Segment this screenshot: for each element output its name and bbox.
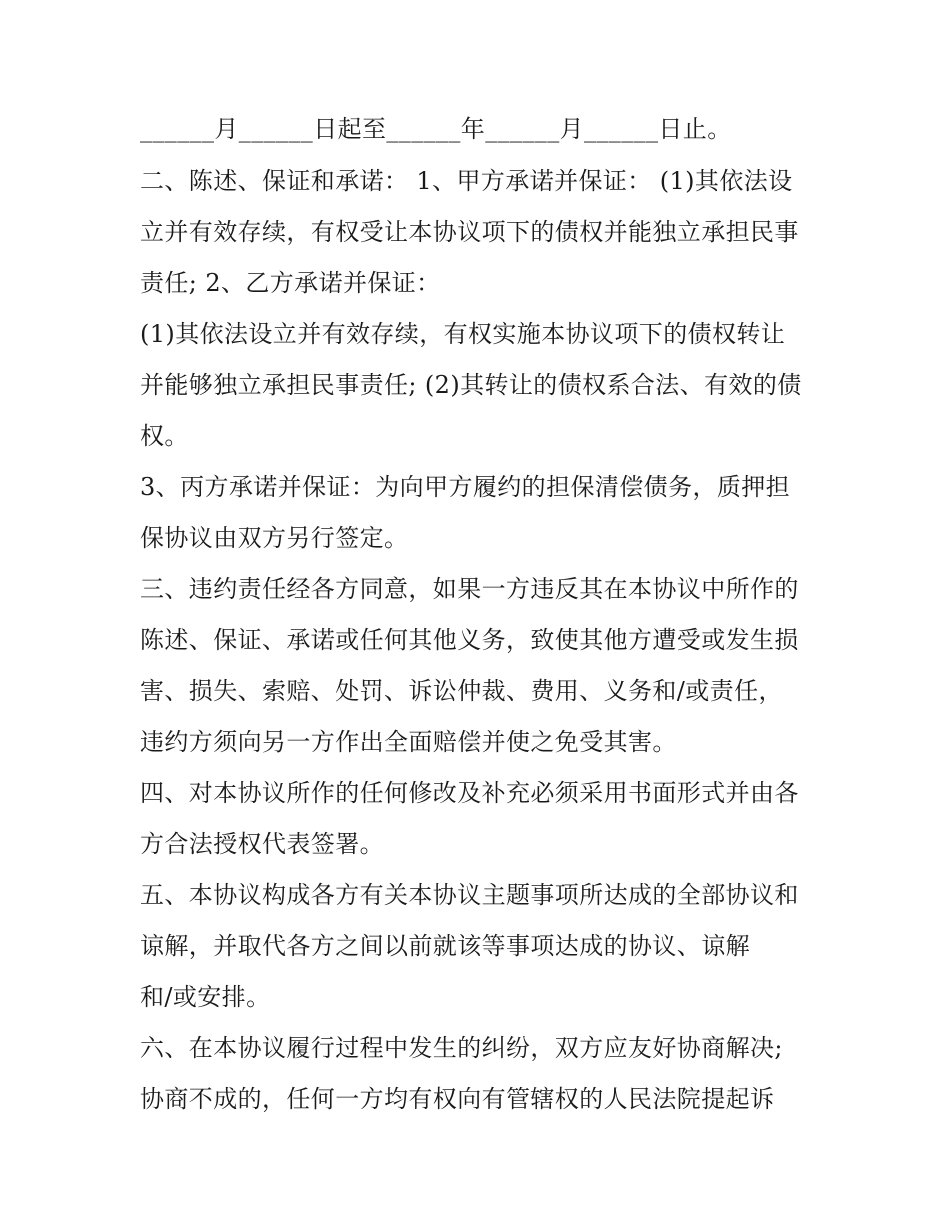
text-line: 五、本协议构成各方有关本协议主题事项所达成的全部协议和	[140, 881, 799, 909]
text-line: 保协议由双方另行签定。	[140, 524, 409, 552]
text-line: 二、陈述、保证和承诺： 1、甲方承诺并保证： (1)其依法设	[140, 167, 793, 195]
text-line: 并能够独立承担民事责任; (2)其转让的债权系合法、有效的债	[140, 371, 802, 399]
text-line-date-range: ______月______日起至______年______月______日止。	[140, 115, 732, 143]
text-line: 谅解，并取代各方之间以前就该等事项达成的协议、谅解	[140, 932, 750, 960]
text-line: 立并有效存续，有权受让本协议项下的债权并能独立承担民事	[140, 218, 799, 246]
text-line: 六、在本协议履行过程中发生的纠纷，双方应友好协商解决;	[140, 1034, 783, 1062]
text-line: 方合法授权代表签署。	[140, 830, 384, 858]
text-line: 害、损失、索赔、处罚、诉讼仲裁、费用、义务和/或责任，	[140, 677, 783, 705]
text-line: 3、丙方承诺并保证：为向甲方履约的担保清偿债务，质押担	[140, 473, 791, 501]
text-line: 三、违约责任经各方同意，如果一方违反其在本协议中所作的	[140, 575, 799, 603]
text-line: 四、对本协议所作的任何修改及补充必须采用书面形式并由各	[140, 779, 799, 807]
text-line: 违约方须向另一方作出全面赔偿并使之免受其害。	[140, 728, 677, 756]
text-line: 权。	[140, 422, 189, 450]
text-line: (1)其依法设立并有效存续，有权实施本协议项下的债权转让	[140, 320, 786, 348]
text-line: 和/或安排。	[140, 983, 271, 1011]
text-line: 陈述、保证、承诺或任何其他义务，致使其他方遭受或发生损	[140, 626, 799, 654]
text-line: 责任; 2、乙方承诺并保证：	[140, 269, 441, 297]
text-line: 协商不成的，任何一方均有权向有管辖权的人民法院提起诉	[140, 1085, 775, 1113]
